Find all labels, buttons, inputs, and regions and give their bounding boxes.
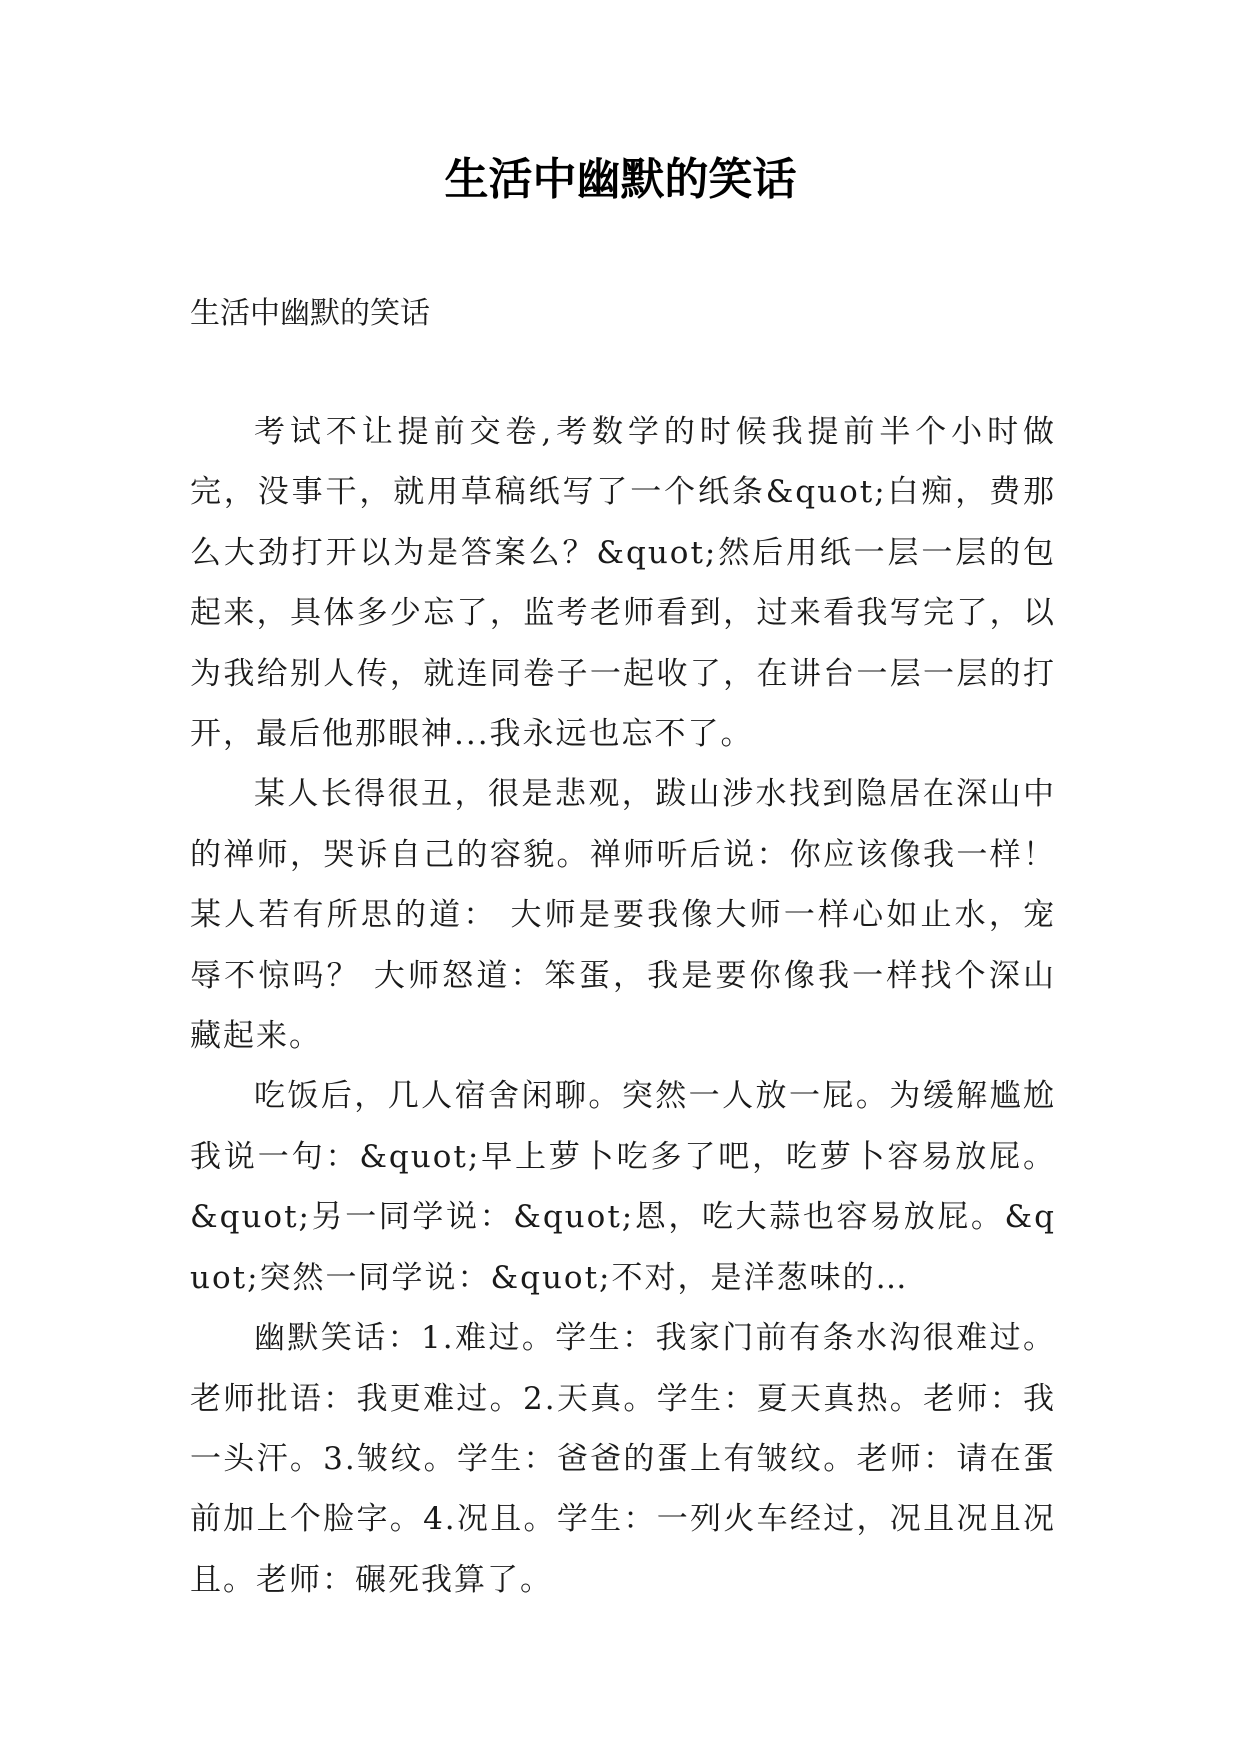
document-title: 生活中幽默的笑话 [444,154,797,205]
paragraph-dorm-joke: 吃饭后，几人宿舍闲聊。突然一人放一屁。为缓解尴尬我说一句：&quot;早上萝卜吃多了吧，吃萝卜容易放屁。&quot;另一同学说：&quot;恩，吃大蒜也容易放屁。&quot;突然一同学说：&quot;不对，是洋葱味的… [190,1078,1056,1296]
paragraph-teacher-comments-joke: 幽默笑话：1.难过。学生：我家门前有条水沟很难过。老师批语：我更难过。2.天真。学生：夏天真热。老师：我一头汗。3.皱纹。学生：爸爸的蛋上有皱纹。老师：请在蛋前加上个脸字。4.况且。学生：一列火车经过，况且况且况且。老师：碾死我算了。 [190,1320,1056,1598]
paragraph-zen-master-joke: 某人长得很丑，很是悲观，跋山涉水找到隐居在深山中的禅师，哭诉自己的容貌。禅师听后说：你应该像我一样！某人若有所思的道： 大师是要我像大师一样心如止水，宠辱不惊吗？ 大师怒道：笨蛋，我是要你像我一样找个深山藏起来。 [190,776,1056,1055]
paragraph-exam-joke: 考试不让提前交卷,考数学的时候我提前半个小时做完，没事干，就用草稿纸写了一个纸条&quot;白痴，费那么大劲打开以为是答案么？&quot;然后用纸一层一层的包起来，具体多少忘了，监考老师看到，过来看我写完了，以为我给别人传，就连同卷子一起收了，在讲台一层一层的打开，最后他那眼神...我永远也忘不了。 [190,414,1056,753]
document-body [190,402,1056,1610]
document-subtitle: 生活中幽默的笑话 [190,296,430,331]
